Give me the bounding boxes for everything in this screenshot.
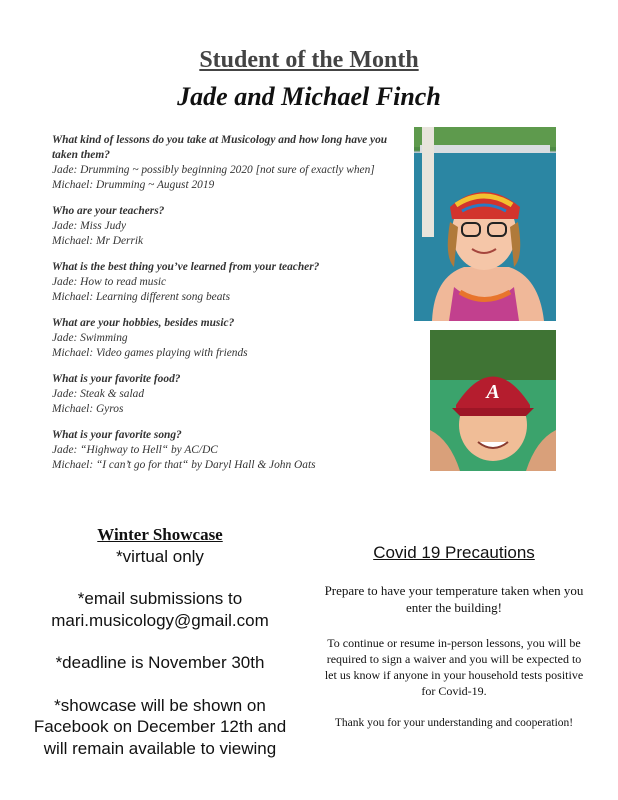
showcase-line: Facebook on December 12th and [33, 717, 287, 736]
page-title: Student of the Month [199, 47, 419, 73]
question: What is your favorite song? [52, 429, 182, 441]
question: What are your hobbies, besides music? [52, 317, 235, 329]
showcase-line: *showcase will be shown on [54, 695, 266, 715]
qa-block [52, 372, 407, 417]
showcase-line: will remain available to viewing [43, 738, 277, 758]
showcase-line: *email submissions to [77, 589, 243, 608]
answer-michael: Michael: Gyros [52, 403, 124, 415]
answer-jade: Jade: Swimming [52, 332, 128, 344]
answer-jade: Jade: Steak & salad [52, 388, 145, 400]
interview-section [52, 133, 407, 484]
showcase-email: mari.musicology@gmail.com [51, 610, 269, 630]
question: What is the best thing you’ve learned from your teacher? [52, 261, 320, 273]
showcase-line: *deadline is November 30th [55, 653, 265, 672]
jade-photo-illustration [414, 127, 556, 321]
question: What kind of lessons do you take at Musicology and how long have you taken them? [52, 134, 388, 161]
covid-temperature-notice: Prepare to have your temperature taken when you enter the building! [324, 583, 584, 615]
covid-precautions-section [320, 543, 588, 731]
answer-michael: Michael: Drumming ~ August 2019 [52, 179, 215, 191]
question: Who are your teachers? [52, 205, 165, 217]
answer-michael: Michael: Mr Derrik [52, 235, 144, 247]
answer-michael: Michael: Video games playing with friends [52, 347, 248, 359]
qa-block [52, 316, 407, 361]
covid-heading: Covid 19 Precautions [373, 543, 535, 562]
answer-jade: Jade: “Highway to Hell“ by AC/DC [52, 444, 218, 456]
showcase-line: *virtual only [116, 546, 204, 566]
qa-block [52, 428, 407, 473]
michael-photo [430, 330, 556, 471]
answer-jade: Jade: Miss Judy [52, 220, 127, 232]
answer-michael: Michael: Learning different song beats [52, 291, 231, 303]
winter-showcase-section [30, 524, 290, 759]
hat-logo: A [486, 381, 500, 403]
covid-waiver-notice: To continue or resume in-person lessons, you will be required to sign a waiver and you will be expected to let us know if anyone in your household tests positive for Covid-19. [324, 636, 584, 698]
qa-block [52, 204, 407, 249]
michael-photo-illustration [430, 330, 556, 471]
question: What is your favorite food? [52, 373, 181, 385]
answer-jade: Jade: How to read music [52, 276, 167, 288]
jade-photo [414, 127, 556, 321]
student-names: Jade and Michael Finch [177, 82, 441, 111]
answer-jade: Jade: Drumming ~ possibly beginning 2020 [not sure of exactly when] [52, 164, 375, 176]
qa-block [52, 260, 407, 305]
showcase-heading: Winter Showcase [97, 525, 223, 544]
qa-block [52, 133, 407, 193]
covid-thank-you: Thank you for your understanding and cooperation! [334, 717, 574, 729]
answer-michael: Michael: “I can’t go for that“ by Daryl Hall & John Oats [52, 459, 316, 471]
